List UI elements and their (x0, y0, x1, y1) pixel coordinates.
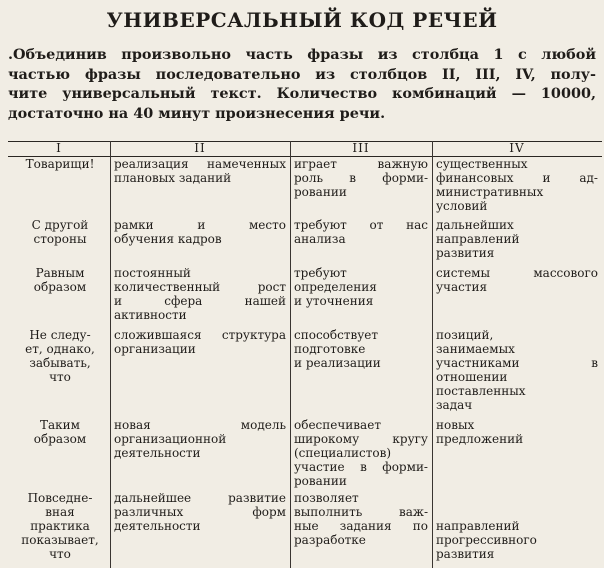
cell-line: образом (33, 432, 87, 446)
cell-line: ет, однако, (25, 342, 95, 356)
cell-line: способствует (294, 328, 379, 342)
table-cell-r3-c1 (12, 266, 108, 294)
intro-line: .Объединив произвольно часть фразы из столбца 1 с любой (8, 46, 596, 63)
cell-line: ные задания по (294, 519, 428, 533)
table-cell-r5-c4 (436, 418, 598, 446)
cell-line: Таким (40, 418, 80, 432)
cell-line: существенных (436, 157, 528, 171)
cell-line: и реализации (294, 356, 381, 370)
cell-line: отношении (436, 370, 508, 384)
column-header-2: II (194, 141, 206, 155)
column-divider (290, 141, 291, 568)
table-cell-r6-c2 (114, 491, 286, 533)
table-cell-r3-c2 (114, 266, 286, 322)
intro-line: чите универсальный текст. Количество комбинаций — 10000, (8, 85, 596, 102)
cell-line: требуют (294, 266, 347, 280)
cell-line: финансовых и ад- (436, 171, 598, 185)
cell-line: поставленных (436, 384, 526, 398)
cell-line: участия (436, 280, 488, 294)
cell-line: широкому кругу (294, 432, 428, 446)
cell-line: направлений (436, 232, 520, 246)
column-divider (432, 141, 433, 568)
cell-line: что (49, 370, 71, 384)
cell-line: реализация намеченных (114, 157, 286, 171)
cell-line: прогрессивного (436, 533, 537, 547)
table-cell-r2-c1 (12, 218, 108, 246)
table-cell-r4-c3 (294, 328, 428, 370)
cell-line: дальнейших (436, 218, 514, 232)
cell-line: вная (45, 505, 75, 519)
cell-line: условий (436, 199, 488, 213)
table-cell-r6-c4 (436, 491, 598, 561)
cell-line: что (49, 547, 71, 561)
cell-line: развития (436, 547, 495, 561)
table-cell-r4-c4 (436, 328, 598, 412)
cell-line (436, 505, 598, 519)
table-cell-r1-c4 (436, 157, 598, 213)
cell-line: определения (294, 280, 377, 294)
intro-line: достаточно на 40 минут произнесения речи. (8, 104, 386, 122)
cell-line: количественный рост (114, 280, 286, 294)
cell-line: С другой (31, 218, 89, 232)
table-cell-r2-c2 (114, 218, 286, 246)
cell-line: разработке (294, 533, 366, 547)
cell-line: новых (436, 418, 475, 432)
column-divider (110, 141, 111, 568)
intro-paragraph (8, 45, 596, 123)
cell-line: занимаемых (436, 342, 515, 356)
cell-line: образом (33, 280, 87, 294)
table-cell-r1-c3 (294, 157, 428, 199)
table-cell-r3-c4 (436, 266, 598, 294)
column-header-4: IV (509, 141, 525, 155)
cell-line: системы массового (436, 266, 598, 280)
intro-line: частью фразы последовательно из столбцов II, III, IV, полу- (8, 65, 596, 83)
cell-line: участниками в (436, 356, 598, 370)
table-cell-r1-c2 (114, 157, 286, 185)
cell-line: и сфера нашей (114, 294, 286, 308)
cell-line: роль в форми- (294, 171, 428, 185)
cell-line: обучения кадров (114, 232, 222, 246)
cell-line: министративных (436, 185, 544, 199)
cell-line: новая модель (114, 418, 286, 432)
cell-line: анализа (294, 232, 346, 246)
table-cell-r3-c3 (294, 266, 428, 308)
cell-line: играет важную (294, 157, 428, 171)
cell-line: практика (30, 519, 90, 533)
cell-line: ровании (294, 474, 347, 488)
cell-line: постоянный (114, 266, 191, 280)
table-cell-r4-c2 (114, 328, 286, 356)
cell-line (436, 491, 598, 505)
cell-line: организации (114, 342, 196, 356)
cell-line: стороны (33, 232, 87, 246)
cell-line: Товарищи! (25, 157, 95, 171)
cell-line: забывать, (29, 356, 91, 370)
cell-line: предложений (436, 432, 524, 446)
cell-line: дальнейшее развитие (114, 491, 286, 505)
cell-line: обеспечивает (294, 418, 381, 432)
cell-line: деятельности (114, 519, 201, 533)
table-cell-r6-c1 (12, 491, 108, 561)
table-cell-r2-c3 (294, 218, 428, 246)
cell-line: плановых заданий (114, 171, 232, 185)
cell-line: рамки и место (114, 218, 286, 232)
cell-line: активности (114, 308, 187, 322)
table-cell-r2-c4 (436, 218, 598, 260)
cell-line: позиций, (436, 328, 494, 342)
cell-line: направлений (436, 519, 520, 533)
cell-line: различных форм (114, 505, 286, 519)
cell-line: выполнить важ- (294, 505, 428, 519)
cell-line: Повседне- (27, 491, 93, 505)
cell-line: развития (436, 246, 495, 260)
cell-line: (специалистов) (294, 446, 392, 460)
table-cell-r6-c3 (294, 491, 428, 547)
table-cell-r5-c3 (294, 418, 428, 488)
cell-line: сложившаяся структура (114, 328, 286, 342)
cell-line: Равным (35, 266, 85, 280)
cell-line: Не следу- (29, 328, 91, 342)
table-cell-r1-c1 (12, 157, 108, 171)
cell-line: показывает, (21, 533, 99, 547)
table-cell-r4-c1 (12, 328, 108, 384)
cell-line: задач (436, 398, 473, 412)
cell-line: деятельности (114, 446, 201, 460)
cell-line: участие в форми- (294, 460, 428, 474)
column-header-3: III (352, 141, 370, 155)
table-cell-r5-c2 (114, 418, 286, 460)
cell-line: подготовке (294, 342, 366, 356)
cell-line: позволяет (294, 491, 359, 505)
column-header-1: I (56, 141, 62, 155)
page-title: УНИВЕРСАЛЬНЫЙ КОД РЕЧЕЙ (106, 8, 498, 32)
cell-line: организационной (114, 432, 227, 446)
table-cell-r5-c1 (12, 418, 108, 446)
cell-line: и уточнения (294, 294, 374, 308)
cell-line: требуют от нас (294, 218, 428, 232)
cell-line: ровании (294, 185, 347, 199)
